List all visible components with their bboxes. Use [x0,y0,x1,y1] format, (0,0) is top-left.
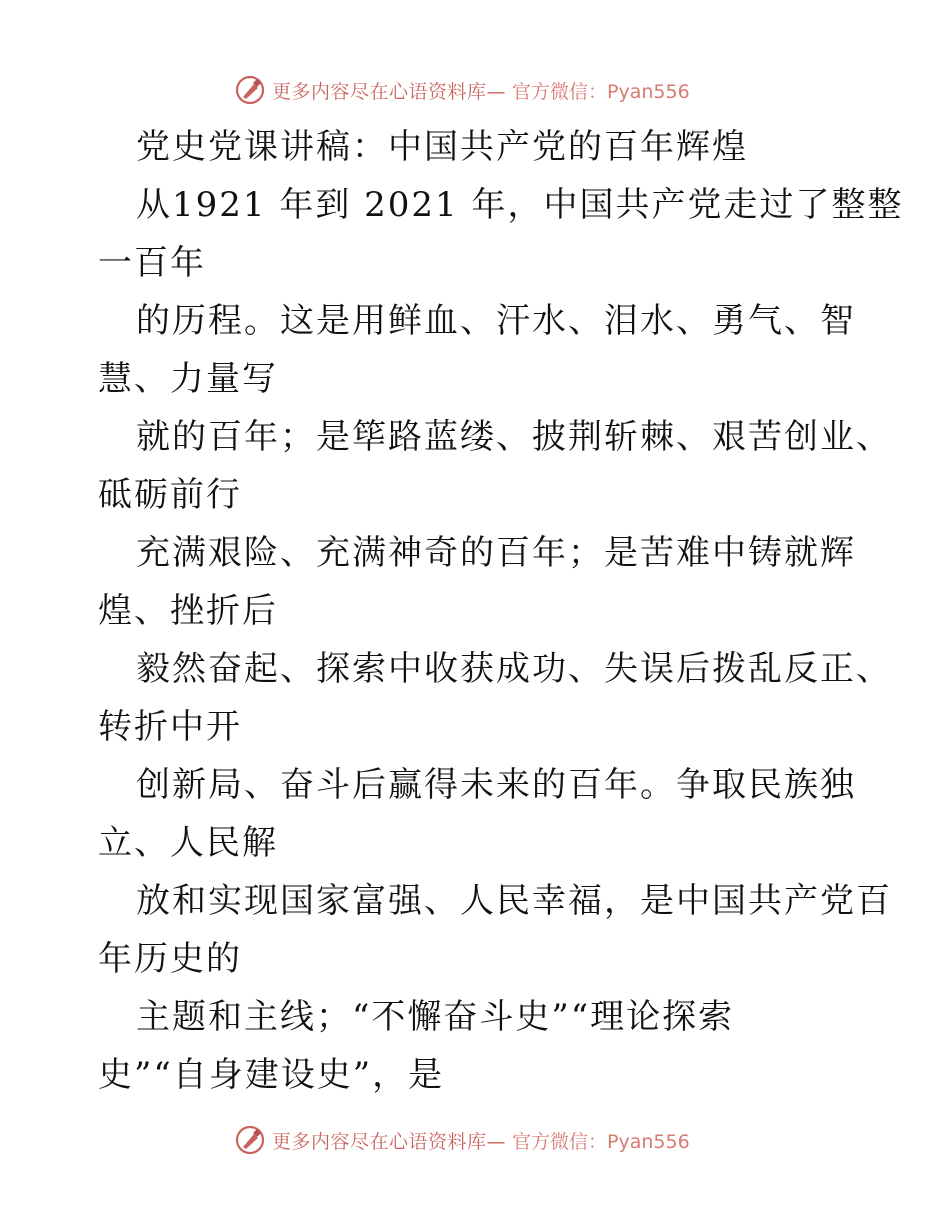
paragraph-line: 充满艰险、充满神奇的百年；是苦难中铸就辉 [136,533,856,573]
paragraph-line: 史”“自身建设史”，是 [98,1055,445,1095]
pen-nib-logo-icon [234,74,266,106]
watermark-text: 更多内容尽在心语资料库— [272,80,507,103]
paragraph-line: 一百年 [98,243,206,283]
header-watermark [234,73,714,107]
paragraph-line: 从1921 年到 2021 年，中国共产党走过了整整 [136,185,904,225]
watermark-text: 更多内容尽在心语资料库— [272,1130,507,1153]
paragraph-line: 主题和主线；“不懈奋斗史”“理论探索 [136,997,735,1037]
paragraph-line: 放和实现国家富强、人民幸福，是中国共产党百 [136,881,892,921]
watermark-contact: 官方微信：Pyan556 [512,80,690,103]
pen-nib-logo-icon [234,1124,266,1156]
paragraph-line: 就的百年；是筚路蓝缕、披荆斩棘、艰苦创业、 [136,417,892,457]
paragraph-line: 的历程。这是用鲜血、汗水、泪水、勇气、智 [136,301,856,341]
paragraph-line: 煌、挫折后 [98,591,278,631]
footer-watermark [234,1123,714,1157]
paragraph-line: 转折中开 [98,707,242,747]
paragraph-line: 年历史的 [98,939,242,979]
paragraph-line: 立、人民解 [98,823,278,863]
paragraph-line: 砥砺前行 [98,475,242,515]
document-title: 党史党课讲稿：中国共产党的百年辉煌 [136,127,748,167]
paragraph-line: 慧、力量写 [98,359,278,399]
paragraph-line: 创新局、奋斗后赢得未来的百年。争取民族独 [136,765,856,805]
paragraph-line: 毅然奋起、探索中收获成功、失误后拨乱反正、 [136,649,892,689]
document-body [98,118,904,1104]
watermark-contact: 官方微信：Pyan556 [512,1130,690,1153]
